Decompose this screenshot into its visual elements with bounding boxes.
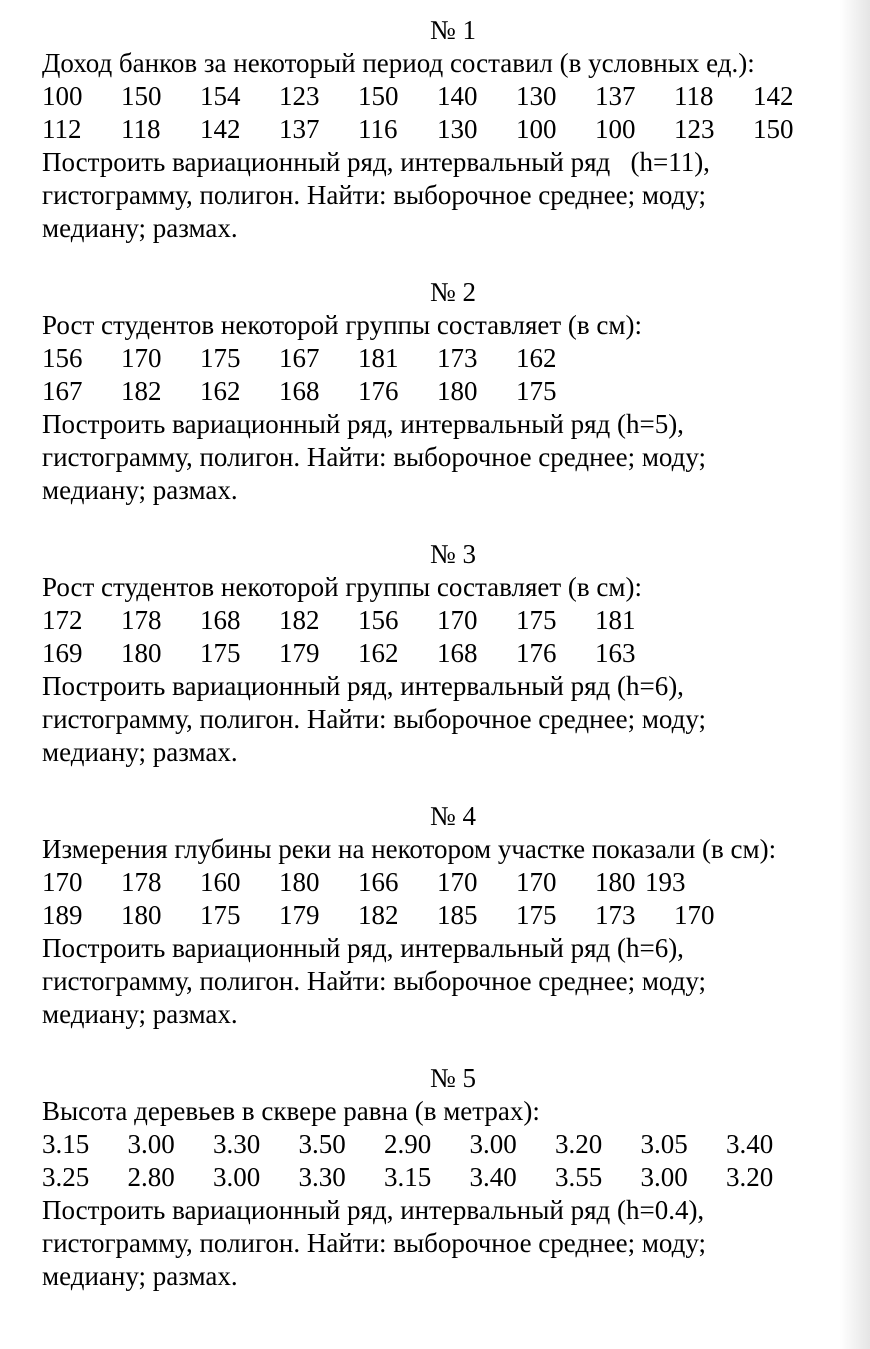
problem-intro: Измерения глубины реки на некотором участке показали (в см): [42,834,777,864]
data-value: 185 [437,900,478,930]
task-line: медиану; размах. [42,999,238,1029]
task-line: Построить вариационный ряд, интервальный ряд (h=6), [42,933,684,963]
data-row [42,1161,842,1194]
data-value: 150 [753,114,794,144]
data-value: 112 [42,114,82,144]
task-line: гистограмму, полигон. Найти: выборочное среднее; моду; [42,180,707,210]
data-value: 3.15 [42,1129,90,1159]
data-value: 160 [200,867,241,897]
problem-intro: Рост студентов некоторой группы составляет (в см): [42,310,642,340]
data-value: 100 [516,114,557,144]
data-value: 118 [674,81,714,111]
data-value: 142 [753,81,794,111]
data-value: 170 [121,343,162,373]
task-line: Построить вариационный ряд, интервальный ряд (h=5), [42,409,684,439]
data-value: 140 [437,81,478,111]
data-value: 168 [279,376,320,406]
data-value: 178 [121,605,162,635]
data-value: 3.40 [726,1129,774,1159]
data-row [42,80,842,113]
data-value: 3.00 [213,1162,261,1192]
data-value: 175 [516,900,557,930]
data-value: 162 [200,376,241,406]
problem-4 [42,800,842,1031]
data-value: 2.90 [384,1129,432,1159]
task-line: Построить вариационный ряд, интервальный ряд (h=0.4), [42,1195,705,1225]
data-value: 166 [358,867,399,897]
data-value: 163 [595,638,636,668]
data-value: 180 [595,867,636,897]
problem-number: № 2 [429,277,476,307]
data-value: 130 [516,81,557,111]
problem-intro: Высота деревьев в сквере равна (в метрах): [42,1096,540,1126]
data-value: 3.40 [469,1162,517,1192]
data-value: 2.80 [127,1162,175,1192]
data-row [42,375,842,408]
data-value: 175 [516,376,557,406]
data-value: 123 [279,81,320,111]
data-row [42,1128,842,1161]
data-value: 167 [42,376,83,406]
data-value: 156 [42,343,83,373]
data-value: 170 [437,867,478,897]
data-value: 123 [674,114,715,144]
data-value: 170 [42,867,83,897]
data-value: 182 [121,376,162,406]
problem-5 [42,1062,842,1293]
data-value: 154 [200,81,241,111]
data-value: 181 [358,343,399,373]
task-line: гистограмму, полигон. Найти: выборочное среднее; моду; [42,704,707,734]
task-line: медиану; размах. [42,1261,238,1291]
data-value: 167 [279,343,320,373]
data-row [42,866,842,899]
data-value: 100 [595,114,636,144]
task-line: гистограмму, полигон. Найти: выборочное среднее; моду; [42,1228,707,1258]
data-value: 180 [279,867,320,897]
data-value: 118 [121,114,161,144]
data-value: 156 [358,605,399,635]
data-value: 162 [358,638,399,668]
data-value: 3.00 [127,1129,175,1159]
task-line: медиану; размах. [42,475,238,505]
data-value: 3.20 [555,1129,603,1159]
page-edge-shadow [840,0,870,1349]
data-value: 170 [516,867,557,897]
data-value: 180 [437,376,478,406]
data-value: 173 [437,343,478,373]
problem-number: № 4 [429,801,476,831]
data-row [42,604,842,637]
data-value: 3.05 [640,1129,688,1159]
problem-intro: Рост студентов некоторой группы составляет (в см): [42,572,642,602]
data-row [42,637,842,670]
data-value: 175 [200,900,241,930]
data-value: 150 [121,81,162,111]
problem-number: № 3 [429,539,476,569]
data-value: 162 [516,343,557,373]
data-value: 168 [437,638,478,668]
task-line: гистограмму, полигон. Найти: выборочное среднее; моду; [42,966,707,996]
data-value: 175 [200,343,241,373]
problem-intro: Доход банков за некоторый период составил (в условных ед.): [42,48,755,78]
data-value: 3.30 [298,1162,346,1192]
problem-1 [42,14,842,245]
data-value: 176 [358,376,399,406]
data-value: 173 [595,900,636,930]
data-row [42,113,842,146]
data-value: 130 [437,114,478,144]
data-value: 3.00 [469,1129,517,1159]
data-value: 170 [674,900,715,930]
task-line: медиану; размах. [42,213,238,243]
task-line: медиану; размах. [42,737,238,767]
data-value: 169 [42,638,83,668]
data-value: 182 [279,605,320,635]
data-value: 3.00 [640,1162,688,1192]
data-value: 178 [121,867,162,897]
data-value: 3.50 [298,1129,346,1159]
data-value: 3.25 [42,1162,90,1192]
data-value: 172 [42,605,83,635]
data-value: 176 [516,638,557,668]
data-value: 179 [279,900,320,930]
data-value: 179 [279,638,320,668]
task-line: Построить вариационный ряд, интервальный ряд (h=11), [42,147,710,177]
data-value: 137 [595,81,636,111]
problem-3 [42,538,842,769]
task-line: гистограмму, полигон. Найти: выборочное среднее; моду; [42,442,707,472]
data-value: 3.20 [726,1162,774,1192]
data-value: 181 [595,605,636,635]
problem-number: № 1 [429,15,476,45]
task-line: Построить вариационный ряд, интервальный ряд (h=6), [42,671,684,701]
data-value: 150 [358,81,399,111]
data-value: 182 [358,900,399,930]
data-value: 3.15 [384,1162,432,1192]
data-value: 142 [200,114,241,144]
data-value: 180 [121,900,162,930]
problem-number: № 5 [429,1063,476,1093]
data-value: 175 [200,638,241,668]
data-value: 193 [645,867,686,897]
data-value: 168 [200,605,241,635]
data-value: 100 [42,81,83,111]
data-value: 175 [516,605,557,635]
data-value: 3.55 [555,1162,603,1192]
data-value: 137 [279,114,320,144]
data-value: 3.30 [213,1129,261,1159]
data-row [42,342,842,375]
document-body [42,14,842,1324]
data-value: 189 [42,900,83,930]
data-row [42,899,842,932]
data-value: 116 [358,114,398,144]
data-value: 170 [437,605,478,635]
problem-2 [42,276,842,507]
data-value: 180 [121,638,162,668]
